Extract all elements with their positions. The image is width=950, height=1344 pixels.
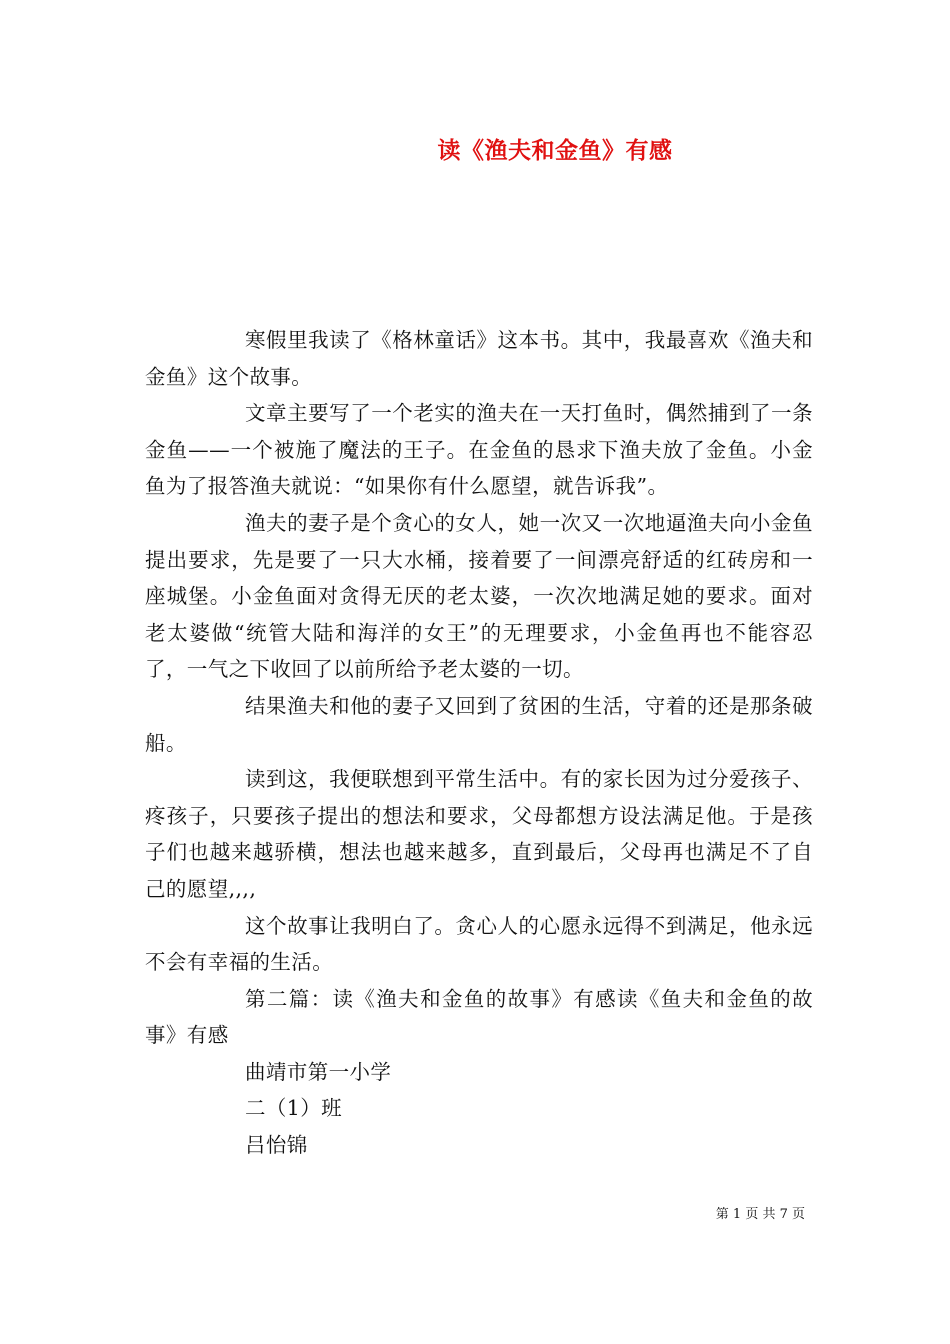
paragraph: 第二篇：读《渔夫和金鱼的故事》有感读《鱼夫和金鱼的故事》有感: [145, 986, 813, 1048]
paragraph: 渔夫的妻子是个贪心的女人，她一次又一次地逼渔夫向小金鱼提出要求，先是要了一只大水桶，接着要了一间漂亮舒适的红砖房和一座城堡。小金鱼面对贪得无厌的老太婆，一次次地满足她的要求。面对老太婆做“统管大陆和海洋的女王”的无理要求，小金鱼再也不能容忍了，一气之下收回了以前所给予老太婆的一切。: [145, 510, 813, 682]
class-name: 二（1）班: [245, 1096, 343, 1121]
page-number: 第 1 页 共 7 页: [715, 1207, 805, 1222]
paragraph: 这个故事让我明白了。贪心人的心愿永远得不到满足，他永远不会有幸福的生活。: [145, 913, 813, 975]
paragraph: 读到这，我便联想到平常生活中。有的家长因为过分爱孩子、疼孩子，只要孩子提出的想法和要求，父母都想方设法满足他。于是孩子们也越来越骄横，想法也越来越多，直到最后，父母再也满足不了自己的愿望,,,,: [145, 767, 813, 901]
document-title: 读《渔夫和金鱼》有感: [437, 137, 673, 164]
paragraph: 文章主要写了一个老实的渔夫在一天打鱼时，偶然捕到了一条金鱼——一个被施了魔法的王子。在金鱼的恳求下渔夫放了金鱼。小金鱼为了报答渔夫就说：“如果你有什么愿望，就告诉我”。: [145, 401, 813, 499]
document-body: [145, 322, 813, 1164]
author-name: 吕怡锦: [245, 1133, 308, 1158]
paragraph: 寒假里我读了《格林童话》这本书。其中，我最喜欢《渔夫和金鱼》这个故事。: [145, 328, 813, 389]
paragraph: 结果渔夫和他的妻子又回到了贫困的生活，守着的还是那条破船。: [145, 693, 813, 755]
school-name: 曲靖市第一小学: [245, 1059, 392, 1084]
